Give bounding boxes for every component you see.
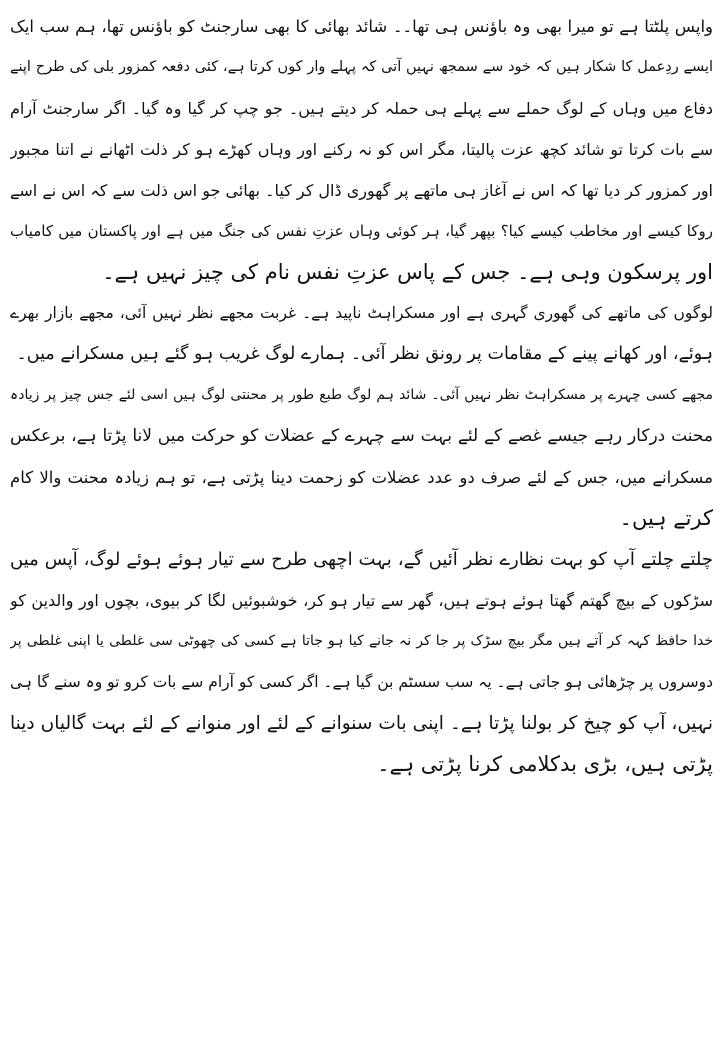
text-line: سے بات کرتا تو شائد کچھ عزت پالیتا، مگر اس کو نہ رکنے اور وہاں کھڑے ہو کر ذلت اٹھانے نے اتنا مجبور [10, 140, 713, 159]
text-line: دوسروں پر چڑھائی ہو جاتی ہے۔ یہ سب سسٹم بن گیا ہے۔ اگر کسی کو آرام سے بات کرو تو وہ سنے گا ہی [10, 673, 713, 691]
text-line: واپس پلٹتا ہے تو میرا بھی وہ باؤنس ہی تھا۔۔ شائد بھائی کا بھی سارجنٹ کو باؤنس تھا، ہم سب ایک [10, 17, 713, 36]
text-line: مسکرانے میں، جس کے لئے صرف دو عدد عضلات کو زحمت دینا پڑتی ہے، تو ہم زیادہ محنت والا کام [10, 468, 713, 487]
paragraph-3 [10, 375, 713, 539]
text-line: لوگوں کی ماتھے کی گھوری گہری ہے اور مسکراہٹ ناپید ہے۔ غربت مجھے نظر نہیں آئی، مجھے بازار بھرے [10, 304, 713, 322]
text-line: اور پرسکون وہی ہے۔ جس کے پاس عزتِ نفس نام کی چیز نہیں ہے۔ [102, 260, 713, 284]
text-line: دفاع میں وہاں کے لوگ حملے سے پہلے ہی حملہ کر دیتے ہیں۔ جو چپ کر گیا وہ گیا۔ اگر سارجنٹ آرام [10, 99, 713, 118]
text-line: اور کمزور کر دیا تھا کہ اس نے آغاز ہی ماتھے پر گھوری ڈال کر کیا۔ بھائی جو اس ذلت سے کہ اس نے اسے [10, 181, 713, 200]
text-line: ایسے ردِعمل کا شکار ہیں کہ خود سے سمجھ نہیں آتی کہ پہلے وار کوں کرتا ہے، کئی دفعہ کمزور بلی کی طرح اپنے [10, 59, 713, 75]
text-line: روکا کیسے اور مخاطب کیسے کیا؟ بپھر گیا، ہر کوئی وہاں عزتِ نفس کی جنگ میں ہے اور پاکستان میں کامیاب [10, 222, 713, 240]
text-line: خدا حافظ کہہ کر آتے ہیں مگر بیچ سڑک پر جا کر نہ جانے کیا ہو جاتا ہے کسی کی چھوٹی سی غلطی یا اپنی غلطی پر [10, 633, 713, 649]
text-line: پڑتی ہیں، بڑی بدکلامی کرنا پڑتی ہے۔ [377, 752, 713, 776]
paragraph-2 [10, 293, 713, 375]
text-line: ہوئے، اور کھانے پینے کے مقامات پر رونق نظر آئی۔ ہمارے لوگ غریب ہو گئے ہیں مسکرانے میں۔ [16, 344, 713, 364]
text-line: چلتے چلتے آپ کو بہت نظارے نظر آئیں گے، بہت اچھی طرح سے تیار ہوئے ہوئے لوگ، آپس میں [10, 549, 713, 570]
text-line: مجھے کسی چہرے پر مسکراہٹ نظر نہیں آئی۔ شائد ہم لوگ طبع طور پر محنتی لوگ ہیں اسی لئے جس چیز پر زیادہ [10, 387, 713, 403]
text-line: محنت درکار رہے جیسے غصے کے لئے بہت سے چہرے کے عضلات کو حرکت میں لانا پڑتا ہے، برعکس [10, 426, 713, 446]
text-line: نہیں، آپ کو چیخ کر بولنا پڑتا ہے۔ اپنی بات سنوانے کے لئے اور منوانے کے لئے بہت گالیاں دینا [10, 713, 713, 734]
paragraph-4 [10, 539, 713, 785]
document-page [0, 6, 725, 1045]
text-line: کرتے ہیں۔ [619, 506, 713, 530]
text-line: سڑکوں کے بیچ گھتم گھتا ہوئے ہوتے ہیں، گھر سے تیار ہو کر، خوشبوئیں لگا کر بیوی، بچوں اور والدین کو [10, 591, 713, 610]
paragraph-1 [10, 6, 713, 293]
